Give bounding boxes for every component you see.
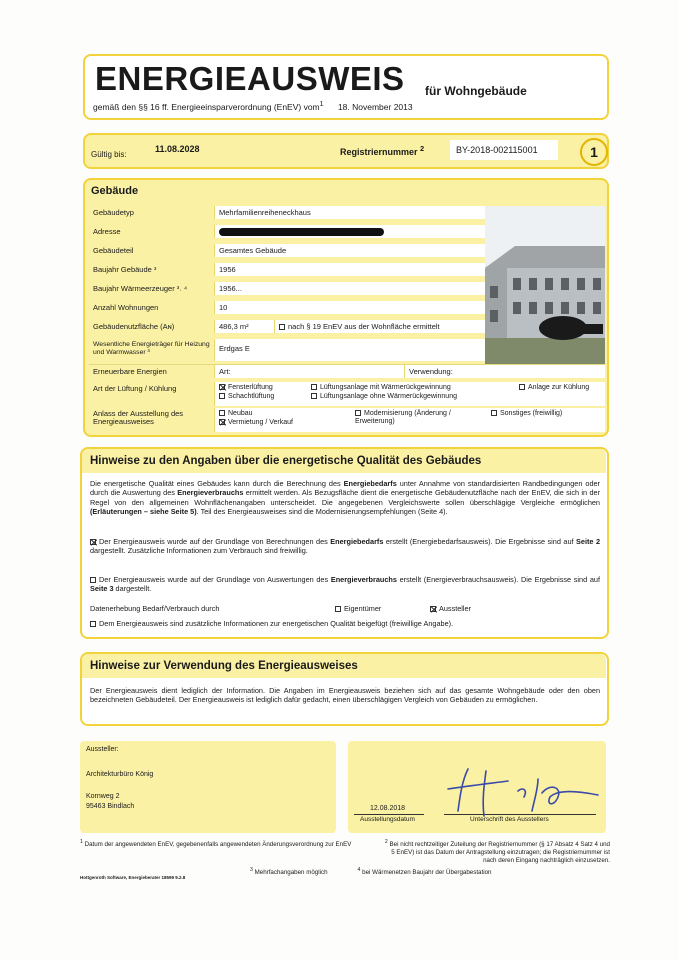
header-box [83, 54, 609, 120]
footnote-3 [250, 866, 328, 877]
usage-hints-title: Hinweise zur Verwendung des Energieausweises [90, 660, 358, 672]
reason-label: Vermietung / Verkauf [228, 419, 293, 426]
table-row [89, 225, 485, 238]
law-date: 18. November 2013 [337, 101, 413, 112]
issuer-city: 95463 Bindlach [86, 803, 135, 810]
quality-hints-title: Hinweise zu den Angaben über die energetische Qualität des Gebäudes [90, 455, 482, 467]
table-row [89, 382, 605, 406]
vent-checkbox[interactable] [311, 393, 317, 399]
data-label: Datenerhebung Bedarf/Verbrauch durch [90, 604, 220, 613]
footnote-mark: 2 [384, 839, 388, 845]
row-key: Gebäudenutzfläche (Aɴ) [89, 320, 215, 333]
area-note-text: nach § 19 EnEV aus der Wohnfläche ermittelt [288, 322, 440, 331]
extra-info-checkbox[interactable] [90, 621, 96, 627]
extra-info-option[interactable] [90, 619, 600, 628]
row-key: Erneuerbare Energien [89, 365, 215, 378]
usage-hints-section [80, 652, 609, 726]
reason-option[interactable] [219, 419, 293, 426]
issuer-checkbox-checked[interactable] [430, 606, 436, 612]
reason-option[interactable] [219, 410, 253, 417]
usage-hints-text: Der Energieausweis dient lediglich der Information. Die Angaben im Energieausweis beziehen sich auf das gesamte Wohngebäude oder den oben bezeichneten Gebäudeteil. Der Energieausweis ist lediglich dafür gedacht, einen überschlägigen Vergleich von Gebäuden zu ermöglichen. [90, 686, 600, 705]
footnote-row [80, 838, 610, 865]
reason-checkbox[interactable] [355, 410, 361, 416]
text: Die energetische Qualität eines Gebäudes kann durch die Berechnung des [90, 479, 344, 488]
footnote-text: Datum der angewendeten EnEV, gegebenenfalls angewendeten Änderungsverordnung zur EnEV [84, 841, 352, 849]
area-checkbox[interactable] [279, 324, 285, 330]
footnote-text: bei Wärmenetzen Baujahr der Übergabestation [362, 869, 492, 877]
text-bold: Energieverbrauchs [330, 575, 397, 584]
reason-label: Modernisierung (Änderung / Erweiterung) [355, 410, 451, 425]
data-collection-row [90, 604, 600, 613]
validity-bar [83, 133, 609, 169]
table-row [89, 301, 485, 314]
text-bold: Energieverbrauchs [177, 488, 244, 498]
footnote-text: Bei nicht rechtzeitiger Zuteilung der Registriernummer (§ 17 Absatz 4 Satz 4 und 5 EnEV) ist das Datum der Antragstellung einzutragen; die Registriernummer ist nach deren Eingang nachträglich einzusetzen. [389, 841, 610, 865]
row-value: Erdgas E [215, 339, 485, 361]
row-key: Gebäudetyp [89, 206, 215, 219]
text: erstellt (Energieverbrauchsausweis). Die Ergebnisse sind auf [396, 575, 600, 584]
text-bold: Seite 2 [576, 537, 601, 546]
registration-label [340, 144, 424, 157]
reason-option[interactable] [355, 410, 465, 426]
vent-checkbox-checked[interactable] [219, 384, 225, 390]
issuer-street: Kornweg 2 [86, 793, 120, 800]
text: dargestellt. [113, 584, 152, 594]
vent-option[interactable] [219, 384, 273, 391]
text: . Teil des Energieausweises sind die Modernisierungsempfehlungen (Seite 4). [196, 507, 448, 517]
reg-label-text: Registriernummer [340, 147, 418, 157]
footnote-text: Mehrfachangaben möglich [254, 869, 328, 877]
issue-date: 12.08.2018 [370, 805, 406, 812]
ventilation-options [215, 382, 605, 406]
table-row [89, 244, 485, 257]
demand-option[interactable] [90, 537, 600, 556]
consumption-option[interactable] [90, 575, 600, 594]
table-row [89, 282, 485, 295]
owner-checkbox[interactable] [335, 606, 341, 612]
renew-use: Verwendung: [405, 365, 605, 378]
law-text: gemäß den §§ 16 ff. Energieeinsparverordnung (EnEV) vom [93, 101, 320, 112]
row-value: 1956... [215, 282, 485, 295]
vent-label: Lüftungsanlage ohne Wärmerückgewinnung [320, 393, 457, 400]
table-row [89, 263, 485, 276]
registration-number: BY-2018-002115001 [450, 140, 558, 160]
date-line [354, 814, 424, 815]
reason-label: Sonstiges (freiwillig) [500, 410, 563, 417]
row-key: Baujahr Wärmeerzeuger ³˒ ⁴ [89, 282, 215, 295]
row-key: Gebäudeteil [89, 244, 215, 257]
text-bold: Energiebedarfs [330, 537, 384, 546]
signature-box [348, 741, 606, 833]
text: Der Energieausweis wurde auf der Grundlage von Auswertungen des [99, 575, 331, 584]
handwritten-signature [438, 761, 608, 821]
owner-option[interactable] [335, 604, 381, 613]
table-row [89, 206, 485, 219]
law-reference [93, 100, 413, 112]
table-row [89, 320, 485, 333]
reason-options [215, 408, 605, 432]
valid-until-value: 11.08.2028 [155, 144, 200, 154]
row-value: Mehrfamilienreiheneckhaus [215, 206, 485, 219]
consumption-checkbox[interactable] [90, 577, 96, 583]
vent-option[interactable] [311, 393, 457, 400]
building-photo-image [485, 206, 605, 364]
row-value: 1956 [215, 263, 485, 276]
text: dargestellt. Zusätzliche Informationen zum Verbrauch sind freiwillig. [90, 546, 308, 556]
vent-label: Schachtlüftung [228, 393, 275, 400]
valid-until-label: Gültig bis: [91, 150, 127, 159]
footnote-mark: 4 [357, 867, 361, 874]
law-sup: 1 [319, 100, 324, 108]
vent-label: Lüftungsanlage mit Wärmerückgewinnung [320, 384, 451, 391]
vent-checkbox[interactable] [219, 393, 225, 399]
document-title: ENERGIEAUSWEIS [95, 60, 405, 97]
vent-option[interactable] [219, 393, 274, 400]
owner-label: Eigentümer [344, 604, 382, 613]
row-value: 10 [215, 301, 485, 314]
building-section [83, 178, 609, 437]
row-key: Wesentliche Energieträger für Heizung und Warmwasser ³ [89, 339, 215, 361]
vent-checkbox[interactable] [519, 384, 525, 390]
row-key: Anzahl Wohnungen [89, 301, 215, 314]
issuer-name: Architekturbüro König [86, 771, 154, 778]
reg-sup: 2 [420, 144, 425, 153]
footnote-2 [380, 838, 610, 865]
area-note[interactable] [275, 320, 485, 333]
issuer-option[interactable] [430, 604, 471, 613]
table-row [89, 339, 485, 361]
reason-checkbox[interactable] [219, 410, 225, 416]
quality-hints-section [80, 447, 609, 639]
row-value [215, 225, 485, 238]
text: erstellt (Energiebedarfsausweis). Die Ergebnisse sind auf [383, 537, 577, 546]
page-number-badge: 1 [580, 138, 608, 166]
vent-label: Anlage zur Kühlung [528, 384, 590, 391]
table-row [89, 408, 605, 432]
issuer-label: Aussteller [439, 604, 472, 613]
row-key: Adresse [89, 225, 215, 238]
redacted-address-bar [219, 228, 384, 236]
reason-checkbox-checked[interactable] [219, 419, 225, 425]
building-photo [485, 206, 605, 364]
footnote-mark: 3 [250, 867, 253, 874]
footnote-4 [358, 866, 492, 877]
extra-info-text: Dem Energieausweis sind zusätzliche Informationen zur energetischen Qualität beigefügt (freiwillige Angabe). [99, 619, 454, 628]
text: Der Energieausweis wurde auf der Grundlage von Berechnungen des [99, 537, 331, 546]
building-title: Gebäude [91, 185, 139, 197]
issuer-label: Aussteller: [86, 746, 119, 753]
vent-option[interactable] [519, 384, 599, 392]
document-subtitle: für Wohngebäude [425, 84, 527, 98]
text: ermittelt werden. Als Bezugsfläche dient die energetische Gebäudenutzfläche nach der EnEV, die sich in der Regel von den allgemeinen Wohnflächenangaben unterscheidet. Die angegebenen Vergleichswerte sollen überschlägige Vergleiche ermöglichen [90, 488, 600, 507]
demand-checkbox-checked[interactable] [90, 539, 96, 545]
text-bold: Energiebedarfs [343, 479, 397, 488]
row-key: Baujahr Gebäude ³ [89, 263, 215, 276]
table-row [89, 365, 605, 378]
row-key: Anlass der Ausstellung des Energieausweises [89, 408, 215, 432]
issue-date-label: Ausstellungsdatum [360, 816, 415, 823]
vent-option[interactable] [311, 384, 451, 391]
text: unter Annahme von standardisierten Randbedingungen oder durch die Auswertung des [90, 479, 600, 498]
row-key: Art der Lüftung / Kühlung [89, 382, 215, 406]
text-bold: (Erläuterungen – siehe Seite 5) [90, 507, 197, 517]
row-value: 486,3 m² [215, 320, 275, 333]
reason-label: Neubau [228, 410, 253, 417]
signature-label: Unterschrift des Ausstellers [470, 816, 549, 823]
reason-option[interactable] [491, 410, 571, 418]
footnote-mark: 1 [80, 839, 83, 845]
text-bold: Seite 3 [90, 584, 114, 594]
issuer-box [80, 741, 336, 833]
vent-label: Fensterlüftung [228, 384, 273, 391]
footnotes [80, 838, 610, 877]
quality-intro-paragraph [90, 479, 600, 517]
vent-checkbox[interactable] [311, 384, 317, 390]
row-value: Gesamtes Gebäude [215, 244, 485, 257]
footnote-1 [80, 838, 380, 865]
software-credit: Hottgenroth Software, Energieberater 18599 9.2.8 [80, 875, 186, 880]
reason-checkbox[interactable] [491, 410, 497, 416]
renew-art: Art: [215, 365, 405, 378]
